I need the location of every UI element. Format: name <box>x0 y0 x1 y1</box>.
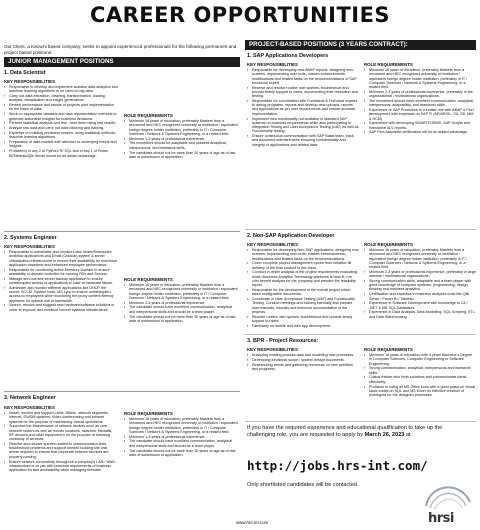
requirement-item: ▪ Minimum 2-3 years of professional experience, preferably in large national / multinational organizations. <box>364 270 476 279</box>
responsibility-item: ▪ Responsible for developing new ABAP reports, designing new screens, implementing user exits, custom enhancements, modifications and related tasks on the recommendations of SAP functional expert. <box>247 68 359 85</box>
apply-text-end: at <box>405 432 411 438</box>
requirement-item: ▪ Minimum 16 years of education, preferably Masters from a renowned and HEC recognized university or institution / equivalent foreign degree holder institution, preferably in IT / Computer Sciences / Network & Systems Engineering, or a related field. <box>124 283 238 300</box>
key-responsibilities-heading: KEY RESPONSIBILITIES <box>247 347 298 352</box>
key-responsibilities-heading: KEY RESPONSIBILITIES <box>4 244 55 249</box>
responsibility-item: ▪ Cover complete project management cycles from initiation till delivery of the final product to the client. <box>247 261 359 270</box>
bpr-requirements <box>364 353 476 398</box>
section-divider <box>245 421 476 422</box>
requirement-item: ▪ Minimum 2-3 years of professional experience, preferably in the organizational / multinational organizations. <box>364 90 476 99</box>
deadline-date: March 26, 2023 <box>364 432 405 438</box>
responsibility-item: ▪ Work on appropriate datasets and data representation methods to generate actionable insights for business decisions. <box>4 112 118 121</box>
requirement-item: ▪ Minimum 1-3 years of professional experience. <box>124 435 238 439</box>
requirement-item: ▪ Minimum 16 years of education with 4 years Bachelor's Degree in Computer Sciences, Computer Engineering or Software Engineering. <box>364 353 476 366</box>
bpr-responsibilities <box>247 353 359 372</box>
requirement-item: ▪ Certification and expertise in business analytics tools like Qlik Sense / Power BI / Tableau. <box>364 292 476 301</box>
requirement-item: ▪ Minimum 16 years of education, preferably Masters from a renowned and HEC recognized university or institution / equivalent foreign degree holder institution, preferably in IT / Computer Sciences / Network & Systems Engineering, or a related field. <box>124 119 238 136</box>
responsibility-item: ▪ Install, monitor and support LANs, WANs, network segments, Internet, DWDM systems, Video conferencing and intranet systems for the purpose of maintaining overall operations. <box>4 411 118 424</box>
requirement-item: ▪ Minimum 16 years of education, preferably Masters from a renowned and HEC recognized university or institution / equivalent foreign degree holder institution, preferably in IT / Computer Sciences / Network & Systems Engineering, or a related field. <box>124 417 238 434</box>
requirement-item: ▪ The incumbent should be adaptable and possess analytical, interpersonal, and teamwork skills. <box>124 141 238 150</box>
application-url-link[interactable]: http://jobs.hrs-int.com/ <box>247 458 428 473</box>
responsibility-item: ▪ Ensure continuous communication with SAP Basis team, track and document activities while ensuring confidentiality and integrity of applications and related data. <box>247 134 359 147</box>
key-responsibilities-heading: KEY RESPONSIBILITIES <box>247 62 298 67</box>
requirement-item: ▪ Experience with developing SMARTFORMS, SAP Scripts and Interactive ALV reports. <box>364 121 476 130</box>
responsibility-item: ▪ Developing functional scope / system design documents. <box>247 358 359 362</box>
requirement-item: ▪ The candidate should have excellent communication, analytical and interpersonal skills and should be a team player. <box>124 439 238 448</box>
responsibility-item: ▪ Receive and resolve routine user queries, troubleshoot and provide timely support to users, documenting their resolution and testing. <box>247 86 359 99</box>
responsibility-item: ▪ Resolve and resolve queries related to communication links, troubleshoot problems and support needed building site visit, where required to ensure that corporate network services are properly running. <box>4 442 118 459</box>
role-requirements-heading: ROLE REQUIREMENTS <box>124 411 173 416</box>
requirement-item: ▪ The candidate should not be more than 30 years of age as of last date of submission of application. <box>124 449 238 458</box>
data-scientist-requirements <box>124 119 238 160</box>
responsibility-item: ▪ Responsible for developing Non-SAP applications, designing new screens, implementing user exits, custom enhancements, modifications and related tasks on the recommendations. <box>247 248 359 261</box>
responsibility-item: ▪ Responsible for the development of the overall project which takes configurable documents. <box>247 288 359 297</box>
systems-engineer-requirements <box>124 283 238 324</box>
data-scientist-responsibilities <box>4 85 118 158</box>
position-title-sap-developers: 1. SAP Applications Developers <box>247 53 329 59</box>
key-responsibilities-heading: KEY RESPONSIBILITIES <box>247 242 298 247</box>
requirement-item: ▪ The incumbent should have excellent communication, analytical, interpersonal, adaptability, and teamwork skills. <box>364 99 476 108</box>
apply-text: If you have the required experience and educational qualification to take up the challenging role, you are requested to apply by <box>247 425 443 438</box>
section-divider <box>245 229 476 230</box>
role-requirements-heading: ROLE REQUIREMENTS <box>364 347 413 352</box>
section-divider <box>4 231 240 232</box>
requirement-item: ▪ The candidate should not be more than 30 years of age as of last date of submission of application. <box>124 315 238 324</box>
responsibility-item: ▪ Responsible to administer and monitor Lotus Notes/Sharepoint workflow applications and Email (Outlook) system & server virtualization infrastructure to ensure their availability for maximum application downtime and enhanced employee performance. <box>4 250 118 267</box>
key-responsibilities-heading: KEY RESPONSIBILITIES <box>4 79 55 84</box>
responsibility-item: ▪ Manage and oversee server backup application to ensure uninterrupted access to applications in case of hardware failure. <box>4 277 118 286</box>
responsibility-item: ▪ Responsible for coordination with Functional & Technical experts to debug programs, reports and develop new uploads, reports and applications as per user requirements and ensure accurate implementation. <box>247 99 359 116</box>
responsibility-item: ▪ Resolve routine user queries, troubleshoot and provide timely support to users. <box>247 315 359 324</box>
responsibility-item: ▪ Analyze raw data and carry out data cleaning and training. <box>4 126 118 130</box>
responsibility-item: ▪ Carry out data extraction, cleaning, transformation, loading, analysis, visualization and insight generations. <box>4 94 118 103</box>
requirement-item: ▪ The candidate should have excellent communication, analytical and interpersonal skills and should be a team player. <box>124 305 238 314</box>
responsibility-item: ▪ Perform statistical analysis and fine - tune them using test results. <box>4 121 118 125</box>
requirement-item: ▪ Minimum 16 years of education, preferably Masters from a renowned and HEC recognized university or institution / equivalent foreign degree holder institution, preferably in IT / Computer Sciences / Network & Systems Engineering, or a related field. <box>364 248 476 269</box>
sap-developer-responsibilities <box>247 68 359 147</box>
non-sap-developer-responsibilities <box>247 248 359 329</box>
company-logo-text: hrsi <box>428 511 454 526</box>
position-title-data-scientist: 1. Data Scientist <box>4 70 46 76</box>
key-responsibilities-heading: KEY RESPONSIBILITIES <box>4 405 55 410</box>
requirement-item: ▪ Experience of SAP Procedure in a similar role with ABAP & Fiori development with emphasis on SAP FI (AP/AR/GL, FA, SD, MM & HCM). <box>364 108 476 121</box>
requirement-item: ▪ Minimum 1-3 years of professional experience. <box>124 137 238 141</box>
position-title-systems-engineer: 2. Systems Engineer <box>4 235 57 241</box>
project-based-section-header: PROJECT-BASED POSITIONS (3 YEARS CONTRACT): <box>245 40 476 50</box>
responsibility-item: ▪ Preparation of data models with attention to underlying trends and insights. <box>4 140 118 149</box>
role-requirements-heading: ROLE REQUIREMENTS <box>124 113 173 118</box>
page-title: CAREER OPPORTUNITIES <box>89 3 391 27</box>
responsibility-item: ▪ Implement new functionality not available in standard SAP systems on business requirements while also participating in Integration Testing and User Acceptance Testing (UAT) as well as Functionality testing. <box>247 117 359 134</box>
junior-management-section-header: JUNIOR MANAGEMENT POSITIONS <box>4 57 240 67</box>
responsibility-item: ▪ Familiarity on mobile and web app development. <box>247 324 359 328</box>
responsibility-item: ▪ Ensure network connectivity throughout a company's LAN / WAN infrastructure is on par with technical requirements of business application for fast accessibility while managing firewalls. <box>4 460 118 473</box>
intro-paragraph: Our Client, a Karachi based company, seeks to appoint experienced professionals for the following permanent and project based positions: <box>4 44 237 55</box>
responsibility-item: ▪ Responsible for monitoring Active Directory Domain to ensure availability of domain controller for running PDs and Servers. <box>4 268 118 277</box>
responsibility-item: ▪ Supervise the Maintenance of network devices such as core network routers as well as remote locations, switches, firewalls, RF devices and other equipment's for the purpose of ensuring continuity of services. <box>4 424 118 441</box>
position-title-bpr-project-resources: 3. BPR - Project Resources: <box>247 338 319 344</box>
requirement-item: ▪ Minimum 1-3 years of professional experience. <box>124 301 238 305</box>
shortlist-note: Only shortlisted candidates will be contacted. <box>247 482 359 488</box>
requirement-item: ▪ Strong communication, analytical, interpersonal and teamwork skills. <box>364 366 476 375</box>
requirement-item: ▪ Experience in Data Analysis, Data Modelling, SQL Scripting, ETL and Data Warehousing. <box>364 310 476 319</box>
responsibility-item: ▪ Analyzing existing process data and modelling new processes. <box>247 353 359 357</box>
requirement-item: ▪ Critical thinker who finds solutions and communicates ideas effectively. <box>364 375 476 384</box>
position-title-non-sap-developer: 2. Non-SAP Application Developer <box>247 233 335 239</box>
requirement-item: ▪ The candidate should not be more than 30 years of age as of last date of submission of application. <box>124 151 238 160</box>
role-requirements-heading: ROLE REQUIREMENTS <box>364 242 413 247</box>
footer-website-link[interactable]: www.hrs-int.com <box>236 520 269 525</box>
responsibility-item: ▪ Administer and monitor different applications like DHCP, file server, SCCM, System tools, MS Lync to ensure uninterrupted access to employees while monitoring the proxy content filtering appliance for optimal use of bandwidth. <box>4 286 118 303</box>
responsibility-item: ▪ Coordinate in User Acceptance Testing (UAT) and Functionality Testing. Conduct meetings and training internally and prepare user manuals, tutorials and technical documentation of the projects. <box>247 297 359 314</box>
section-divider <box>245 334 476 335</box>
requirement-item: ▪ Experience in Software Development with knowledge in C# / .NET & MS SQL Databases. <box>364 301 476 310</box>
responsibility-item: ▪ Researching trends and gathering resources on new activities and programs. <box>247 363 359 372</box>
network-engineer-responsibilities <box>4 411 118 473</box>
requirement-item: ▪ SAP Fiori Associate certification will be an added advantage. <box>364 130 476 134</box>
requirement-item: ▪ Strong communication skills, adaptable and a team player with good knowledge of computer systems, programming, design thinking and business analytics. <box>364 279 476 292</box>
position-title-network-engineer: 3. Network Engineer <box>4 395 56 401</box>
network-engineer-requirements <box>124 417 238 458</box>
responsibility-item: ▪ Proficiency in any 2 of Python/ R/ SQL and in any 1 of Power BI/Tableau/Qlik Sense would be an added advantage. <box>4 149 118 158</box>
application-instructions <box>247 425 471 439</box>
requirement-item: ▪ Proficient in using all MS Office tools with a good grasp on Visual basic codes on SQL and MS Excel for effective creation of prototypes for the designed processes. <box>364 385 476 398</box>
systems-engineer-responsibilities <box>4 250 118 312</box>
responsibility-item: ▪ Conduct in depth analysis of the project requirements evaluating which Business Analytics Technology platforms is best fit, run cost benefit analysis for the company and prepare the feasibility report. <box>247 270 359 287</box>
responsibility-item: ▪ Review performance and results of projects post implementation on the basis of data. <box>4 103 118 112</box>
role-requirements-heading: ROLE REQUIREMENTS <box>364 62 413 67</box>
section-divider <box>4 391 240 392</box>
requirement-item: ▪ Minimum 16 years of education, preferably Masters from a renowned and HEC recognized university or institution / equivalent foreign degree holder institution, preferably in IT / Computer Sciences / Network & Systems Engineering, or a related field. <box>364 68 476 89</box>
role-requirements-heading: ROLE REQUIREMENTS <box>124 277 173 282</box>
responsibility-item: ▪ Expertise on building predictive models, using statistical methods, machine learning algorithms. <box>4 131 118 140</box>
responsibility-item: ▪ Search, resolve and suggest new hardware/software solutions in order to improve and enhance current systems infrastructure. <box>4 303 118 312</box>
sap-developer-requirements <box>364 68 476 135</box>
responsibility-item: ▪ Responsible to develop and implement scalable data analytics and machine learning algorithms to be used on big data. <box>4 85 118 94</box>
non-sap-developer-requirements <box>364 248 476 320</box>
